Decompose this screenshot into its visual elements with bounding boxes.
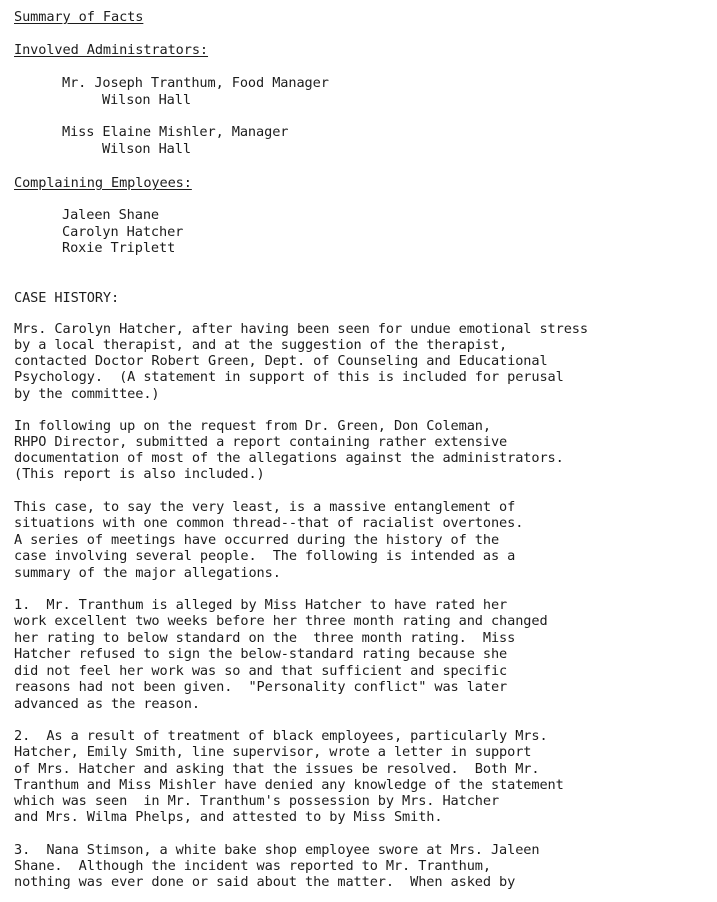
paragraph-line: In following up on the request from Dr. Green, Don Coleman, bbox=[14, 418, 491, 434]
paragraph-line: documentation of most of the allegations against the administrators. bbox=[14, 450, 564, 466]
paragraph-line: nothing was ever done or said about the matter. When asked by bbox=[14, 874, 516, 890]
paragraph-line: work excellent two weeks before her three month rating and changed bbox=[14, 613, 548, 629]
paragraph-line: which was seen in Mr. Tranthum's possession by Mrs. Hatcher bbox=[14, 793, 500, 809]
case-history-heading: CASE HISTORY: bbox=[14, 290, 120, 306]
summary-heading: Summary of Facts bbox=[14, 9, 144, 25]
paragraph-line: (This report is also included.) bbox=[14, 466, 265, 482]
paragraph-line: and Mrs. Wilma Phelps, and attested to by Miss Smith. bbox=[14, 809, 443, 825]
paragraph-line: This case, to say the very least, is a massive entanglement of bbox=[14, 499, 516, 515]
paragraph-line: Psychology. (A statement in support of this is included for perusal bbox=[14, 369, 564, 385]
paragraph-line: 2. As a result of treatment of black employees, particularly Mrs. bbox=[14, 728, 548, 744]
paragraph-line: her rating to below standard on the three month rating. Miss bbox=[14, 630, 516, 646]
paragraph-line: A series of meetings have occurred during the history of the bbox=[14, 532, 500, 548]
paragraph-line: Mrs. Carolyn Hatcher, after having been seen for undue emotional stress bbox=[14, 321, 588, 337]
paragraph-line: contacted Doctor Robert Green, Dept. of Counseling and Educational bbox=[14, 353, 548, 369]
employee-name: Jaleen Shane bbox=[62, 207, 160, 223]
paragraph-line: did not feel her work was so and that sufficient and specific bbox=[14, 663, 508, 679]
paragraph-line: Shane. Although the incident was reported to Mr. Tranthum, bbox=[14, 858, 491, 874]
employee-name: Carolyn Hatcher bbox=[62, 224, 184, 240]
administrator-location: Wilson Hall bbox=[102, 92, 191, 108]
paragraph-line: by a local therapist, and at the suggestion of the therapist, bbox=[14, 337, 508, 353]
paragraph-line: reasons had not been given. "Personality conflict" was later bbox=[14, 679, 508, 695]
paragraph-line: summary of the major allegations. bbox=[14, 565, 281, 581]
administrator-location: Wilson Hall bbox=[102, 141, 191, 157]
administrator-name: Mr. Joseph Tranthum, Food Manager bbox=[62, 75, 329, 91]
paragraph-line: Tranthum and Miss Mishler have denied any knowledge of the statement bbox=[14, 777, 564, 793]
paragraph-line: Hatcher, Emily Smith, line supervisor, wrote a letter in support bbox=[14, 744, 532, 760]
paragraph-line: by the committee.) bbox=[14, 386, 160, 402]
administrator-name: Miss Elaine Mishler, Manager bbox=[62, 124, 289, 140]
paragraph-line: case involving several people. The following is intended as a bbox=[14, 548, 516, 564]
paragraph-line: situations with one common thread--that of racialist overtones. bbox=[14, 515, 524, 531]
paragraph-line: advanced as the reason. bbox=[14, 696, 200, 712]
paragraph-line: Hatcher refused to sign the below-standard rating because she bbox=[14, 646, 508, 662]
employees-heading: Complaining Employees: bbox=[14, 175, 192, 191]
administrators-heading: Involved Administrators: bbox=[14, 42, 209, 58]
paragraph-line: of Mrs. Hatcher and asking that the issues be resolved. Both Mr. bbox=[14, 761, 540, 777]
paragraph-line: 1. Mr. Tranthum is alleged by Miss Hatcher to have rated her bbox=[14, 597, 508, 613]
paragraph-line: 3. Nana Stimson, a white bake shop employee swore at Mrs. Jaleen bbox=[14, 842, 540, 858]
employee-name: Roxie Triplett bbox=[62, 240, 176, 256]
paragraph-line: RHPO Director, submitted a report containing rather extensive bbox=[14, 434, 508, 450]
